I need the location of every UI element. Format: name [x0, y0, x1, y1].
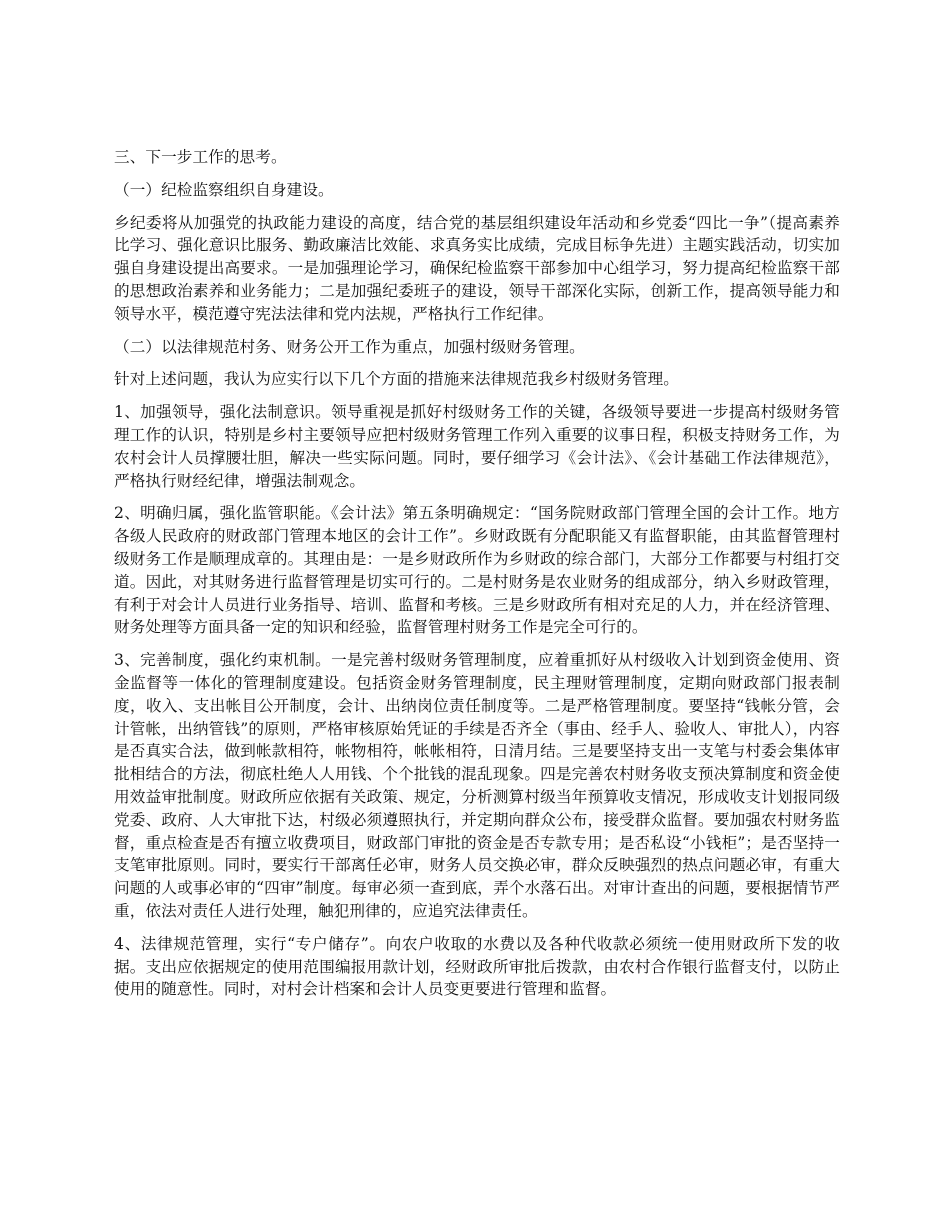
- document-body: [114, 146, 840, 1011]
- section-heading: 三、下一步工作的思考。: [114, 148, 287, 166]
- subsection-heading-2: （二）以法律规范村务、财务公开工作为重点，加强村级财务管理。: [114, 337, 585, 356]
- numbered-paragraph-3: 3、完善制度，强化约束机制。一是完善村级财务管理制度，应着重抓好从村级收入计划到资金使用、资金监督等一体化的管理制度建设。包括资金财务管理制度，民主理财管理制度，定期向财政部门报表制度，收入、支出帐目公开制度，会计、出纳岗位责任制度等。二是严格管理制度。要坚持“钱帐分管，会计管帐，出纳管钱”的原则，严格审核原始凭证的手续是否齐全（事由、经手人、验收人、审批人），内容是否真实合法，做到帐款相符，帐物相符，帐帐相符，日清月结。三是要坚持支出一支笔与村委会集体审批相结合的方法，彻底杜绝人人用钱、个个批钱的混乱现象。四是完善农村财务收支预决算制度和资金使用效益审批制度。财政所应依据有关政策、规定，分析测算村级当年预算收支情况，形成收支计划报同级党委、政府、人大审批下达，村级必须遵照执行，并定期向群众公布，接受群众监督。要加强农村财务监督，重点检查是否有擅立收费项目，财政部门审批的资金是否专款专用；是否私设“小钱柜”；是否坚持一支笔审批原则。同时，要实行干部离任必审，财务人员交换必审，群众反映强烈的热点问题必审，有重大问题的人或事必审的“四审”制度。每审必须一查到底，弄个水落石出。对审计查出的问题，要根据情节严重，依法对责任人进行处理，触犯刑律的，应追究法律责任。: [114, 651, 840, 920]
- numbered-paragraph-1: 1、加强领导，强化法制意识。领导重视是抓好村级财务工作的关键，各级领导要进一步提高村级财务管理工作的认识，特别是乡村主要领导应把村级财务管理工作列入重要的议事日程，积极支持财务工作，为农村会计人员撑腰壮胆，解决一些实际问题。同时，要仔细学习《会计法》、《会计基础工作法律规范》，严格执行财经纪律，增强法制观念。: [114, 403, 840, 490]
- numbered-paragraph-4: 4、法律规范管理，实行“专户储存”。向农户收取的水费以及各种代收款必须统一使用财政所下发的收据。支出应依据规定的使用范围编报用款计划，经财政所审批后拨款，由农村合作银行监督支付，以防止使用的随意性。同时，对村会计档案和会计人员变更要进行管理和监督。: [114, 934, 840, 999]
- body-paragraph: 乡纪委将从加强党的执政能力建设的高度，结合党的基层组织建设年活动和乡党委“四比一争”（提高素养比学习、强化意识比服务、勤政廉洁比效能、求真务实比成绩，完成目标争先进）主题实践活动，切实加强自身建设提出高要求。一是加强理论学习，确保纪检监察干部参加中心组学习，努力提高纪检监察干部的思想政治素养和业务能力；二是加强纪委班子的建设，领导干部深化实际，创新工作，提高领导能力和领导水平，模范遵守宪法法律和党内法规，严格执行工作纪律。: [114, 213, 840, 323]
- numbered-paragraph-2: 2、明确归属，强化监管职能。《会计法》第五条明确规定：“国务院财政部门管理全国的会计工作。地方各级人民政府的财政部门管理本地区的会计工作”。乡财政既有分配职能又有监督职能，由其监督管理村级财务工作是顺理成章的。其理由是：一是乡财政所作为乡财政的综合部门，大部分工作都要与村组打交道。因此，对其财务进行监督管理是切实可行的。二是村财务是农业财务的组成部分，纳入乡财政管理，有利于对会计人员进行业务指导、培训、监督和考核。三是乡财政所有相对充足的人力，并在经济管理、财务处理等方面具备一定的知识和经验，监督管理村财务工作是完全可行的。: [114, 504, 840, 637]
- body-paragraph: 针对上述问题，我认为应实行以下几个方面的措施来法律规范我乡村级财务管理。: [114, 370, 679, 389]
- subsection-heading-1: （一）纪检监察组织自身建设。: [114, 180, 334, 199]
